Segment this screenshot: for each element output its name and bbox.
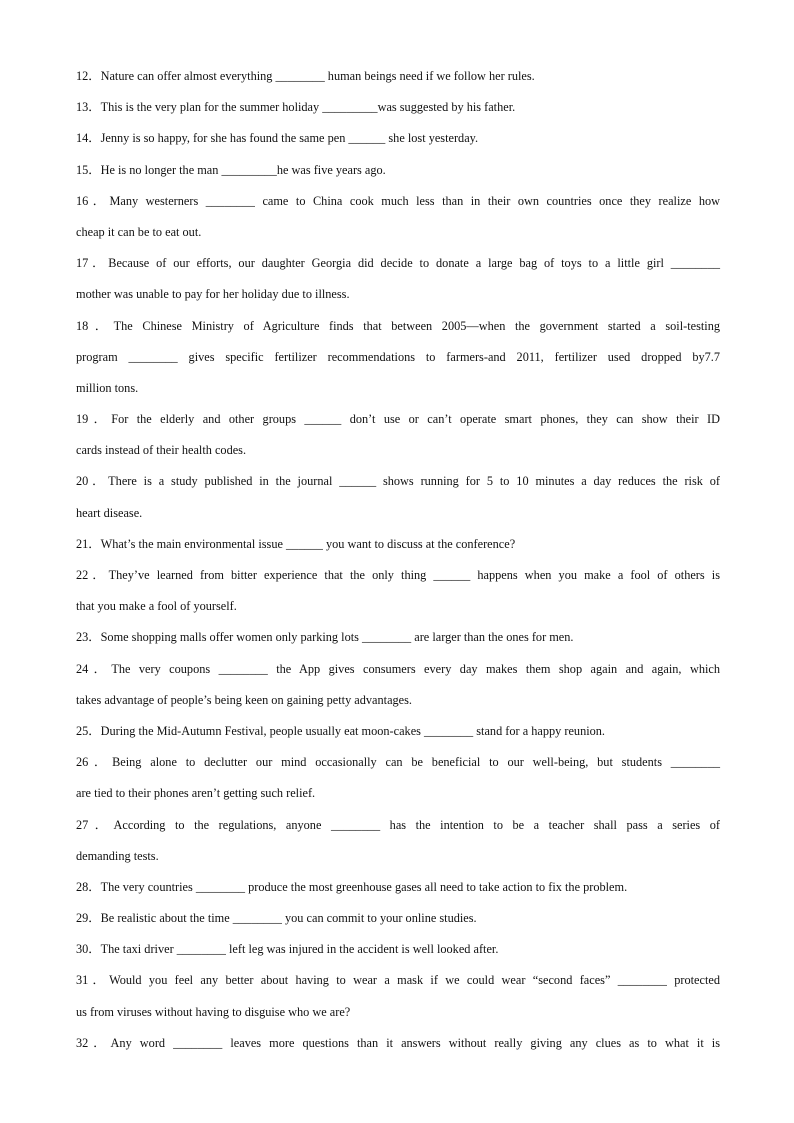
- question-text: 13．This is the very plan for the summer holiday _________was suggested by his father.: [76, 100, 516, 115]
- question-text-continued: heart disease.: [76, 505, 143, 520]
- question-text: 12．Nature can offer almost everything ________ human beings need if we follow her rules.: [76, 69, 535, 83]
- question-text-continued: demanding tests.: [76, 848, 159, 863]
- question-text: 19．For the elderly and other groups ______ don’t use or can’t operate smart phones, they can show their ID: [76, 412, 720, 427]
- question-item: [76, 155, 720, 186]
- question-text-continued: are tied to their phones aren’t getting such relief.: [76, 786, 316, 801]
- question-item: [76, 934, 720, 965]
- question-item: [76, 560, 720, 622]
- question-text: 28．The very countries ________ produce the most greenhouse gases all need to take action to fix the problem.: [76, 879, 628, 894]
- question-item: [76, 872, 720, 903]
- question-item: [76, 529, 720, 560]
- question-item: [76, 903, 720, 934]
- question-text-continued: million tons.: [76, 380, 139, 395]
- question-text: 31．Would you feel any better about having to wear a mask if we could wear “second faces” ________ protected: [76, 973, 720, 988]
- question-item: [76, 716, 720, 747]
- question-item: [76, 622, 720, 653]
- question-item: [76, 248, 720, 310]
- question-text-continued: that you make a fool of yourself.: [76, 599, 237, 614]
- question-text: 20．There is a study published in the journal ______ shows running for 5 to 10 minutes a day reduces the risk of: [76, 474, 720, 489]
- question-text: 23．Some shopping malls offer women only parking lots ________ are larger than the ones for men.: [76, 630, 574, 645]
- question-text: 24．The very coupons ________ the App gives consumers every day makes them shop again and again, which: [76, 661, 720, 676]
- question-text: 27．According to the regulations, anyone ________ has the intention to be a teacher shall pass a series of: [76, 817, 720, 832]
- question-text: 14．Jenny is so happy, for she has found the same pen ______ she lost yesterday.: [76, 131, 479, 146]
- question-text: 15．He is no longer the man _________he was five years ago.: [76, 162, 386, 177]
- question-text-continued: cheap it can be to eat out.: [76, 224, 202, 239]
- question-item: [76, 1028, 720, 1059]
- question-text-continued: program ________ gives specific fertilizer recommendations to farmers-and 2011, fertilizer used dropped by7.7: [76, 349, 720, 364]
- question-text: 22．They’ve learned from bitter experience that the only thing ______ happens when you make a fool of others is: [76, 568, 720, 582]
- question-item: [76, 186, 720, 248]
- question-item: [76, 92, 720, 123]
- question-text-continued: us from viruses without having to disguise who we are?: [76, 1004, 351, 1019]
- question-text: 17．Because of our efforts, our daughter Georgia did decide to donate a large bag of toys to a little girl ________: [76, 256, 720, 271]
- question-item: [76, 466, 720, 528]
- question-item: [76, 965, 720, 1027]
- question-text-continued: cards instead of their health codes.: [76, 443, 247, 458]
- question-item: [76, 311, 720, 405]
- question-item: [76, 810, 720, 872]
- question-text: 29．Be realistic about the time ________ you can commit to your online studies.: [76, 911, 477, 926]
- question-item: [76, 747, 720, 809]
- question-text: 32．Any word ________ leaves more questions than it answers without really giving any clues as to what it is: [76, 1035, 720, 1050]
- question-item: [76, 654, 720, 716]
- question-text: 21．What’s the main environmental issue ______ you want to discuss at the conference?: [76, 536, 516, 551]
- question-item: [76, 404, 720, 466]
- question-text: 26．Being alone to declutter our mind occasionally can be beneficial to our well-being, but students ________: [76, 755, 720, 770]
- question-text: 25．During the Mid-Autumn Festival, people usually eat moon-cakes ________ stand for a happy reunion.: [76, 723, 606, 738]
- question-text-continued: takes advantage of people’s being keen on gaining petty advantages.: [76, 692, 413, 707]
- question-text-continued: mother was unable to pay for her holiday due to illness.: [76, 287, 350, 302]
- question-item: [76, 123, 720, 154]
- question-text: 30．The taxi driver ________ left leg was injured in the accident is well looked after.: [76, 942, 499, 957]
- question-list: [76, 61, 720, 1059]
- question-item: [76, 61, 720, 92]
- question-text: 16．Many westerners ________ came to China cook much less than in their own countries once they realize how: [76, 193, 720, 208]
- question-text: 18．The Chinese Ministry of Agriculture finds that between 2005—when the government started a soil-testing: [76, 318, 720, 333]
